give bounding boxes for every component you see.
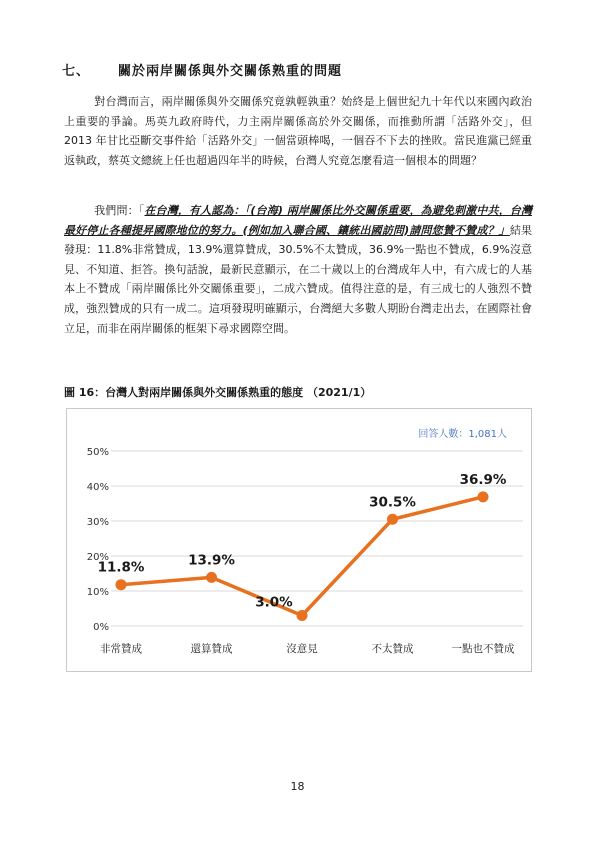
x-tick-label: 非常贊成 — [100, 643, 142, 655]
y-tick-label: 30% — [86, 517, 109, 528]
data-point — [478, 491, 489, 502]
y-tick-label: 40% — [86, 482, 109, 493]
x-tick-label: 沒意見 — [286, 643, 318, 655]
y-tick-label: 50% — [86, 447, 109, 458]
line-chart — [67, 409, 531, 671]
x-tick-label: 還算贊成 — [190, 643, 233, 655]
y-tick-label: 0% — [93, 622, 109, 633]
y-tick-label: 10% — [86, 587, 109, 598]
respondent-count-note: 回答人數：1,081人 — [418, 429, 507, 440]
data-point — [387, 514, 398, 525]
paragraph-intro-text: 對台灣而言，兩岸關係與外交關係究竟孰輕孰重？始終是上個世紀九十年代以來國內政治上重要的爭論。馬英九政府時代，力主兩岸關係高於外交關係，而推動所謂「活路外交」，但 2013 年甘比亞斷交事件給「活路外交」一個當頭棒喝，一個吞不下去的挫敗。當民進黨已經重返執政，蔡英文總統上任也超過四年半的時候，台灣人究竟怎麼看這一個根本的問題？ — [64, 95, 532, 167]
data-label: 36.9% — [459, 471, 507, 488]
data-point — [206, 572, 217, 583]
data-label: 30.5% — [369, 494, 416, 511]
paragraph-survey — [64, 201, 532, 338]
data-label: 3.0% — [255, 594, 293, 611]
data-point — [116, 579, 127, 590]
data-label: 13.9% — [188, 552, 235, 569]
survey-result: 結果發現：11.8%非常贊成，13.9%還算贊成，30.5%不太贊成，36.9%一點也不贊成，6.9%沒意見、不知道、拒答。換句話說，最新民意顯示，在二十歲以上的台灣成年人中，有六成七的人基本上不贊成「兩岸關係比外交關係重要」，二成六贊成。值得注意的是，有三成七的人強烈不贊成，強烈贊成的只有一成二。這項發現明確顯示，台灣絕大多數人期盼台灣走出去，在國際社會立足，而非在兩岸關係的框架下尋求國際空間。 — [64, 223, 532, 335]
data-label: 11.8% — [97, 559, 145, 576]
y-tick-label: 20% — [86, 552, 109, 563]
page-number: 18 — [290, 780, 305, 793]
survey-question: 在台灣，有人認為：「(台海) 兩岸關係比外交關係重要，為避免刺激中共，台灣最好停止各種提昇國際地位的努力。(例如加入聯合國、鑲統出國訪問)請問您贊不贊成？」 — [64, 204, 533, 237]
x-tick-label: 不太贊成 — [371, 643, 414, 655]
paragraph-survey-intro: 我們問：「 — [94, 204, 145, 217]
figure-caption: 圖 16：台灣人對兩岸關係與外交關係熟重的態度 （2021/1） — [64, 386, 372, 399]
x-tick-label: 一點也不贊成 — [451, 643, 515, 655]
paragraph-intro — [64, 92, 532, 170]
section-heading — [62, 60, 342, 79]
data-point — [297, 610, 308, 621]
section-title: 關於兩岸關係與外交關係熟重的問題 — [118, 64, 343, 79]
chart-frame — [66, 408, 532, 672]
section-number: 七、 — [62, 64, 91, 79]
